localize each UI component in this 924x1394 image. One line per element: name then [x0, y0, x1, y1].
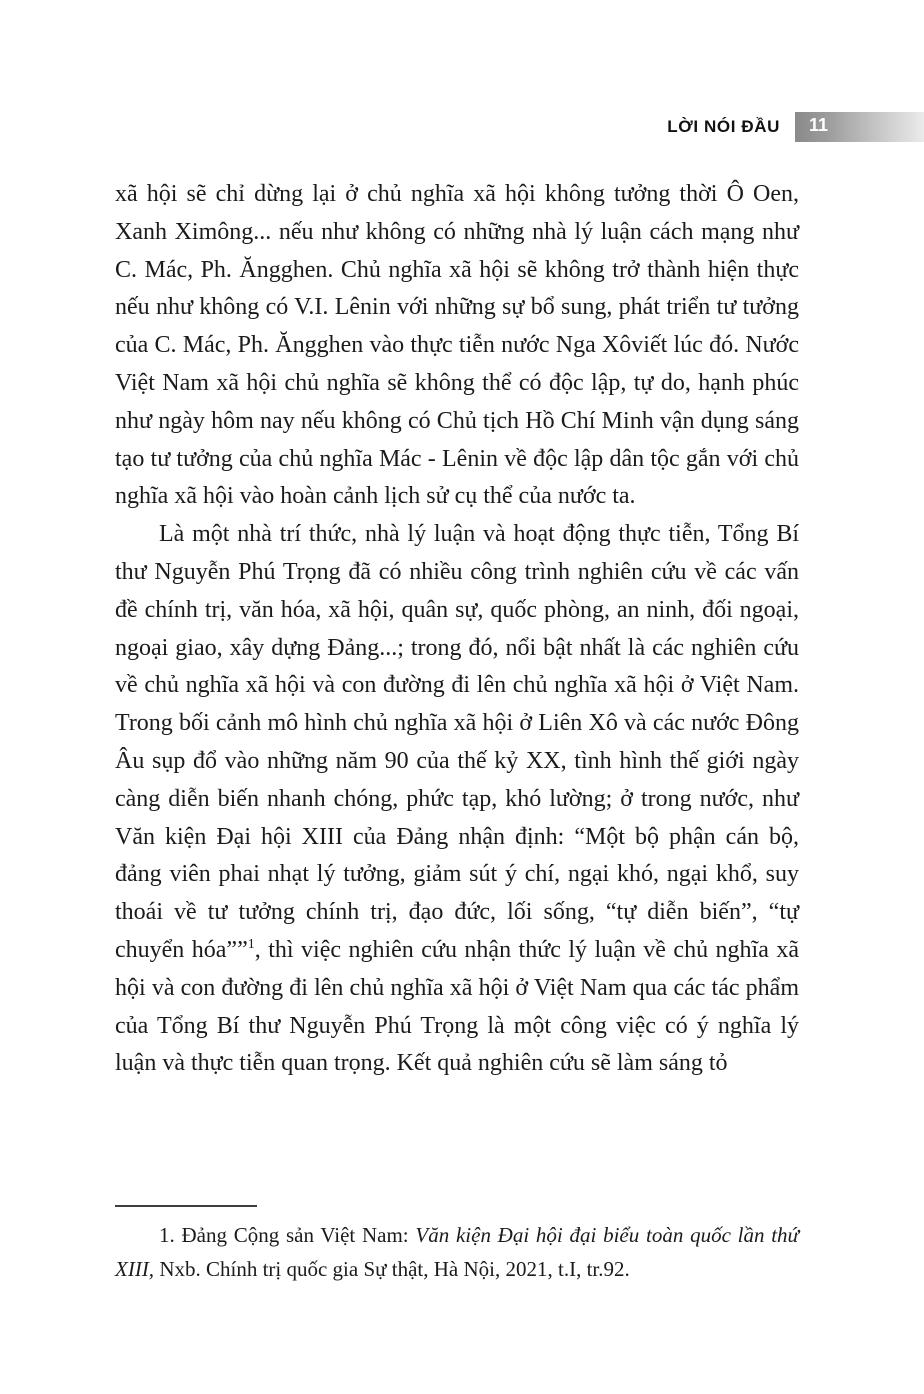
paragraph-2-text-before-ref: Là một nhà trí thức, nhà lý luận và hoạt động thực tiễn, Tổng Bí thư Nguyễn Phú Trọng đã có nhiều công trình nghiên cứu về các vấn đề chính trị, văn hóa, xã hội, quân sự, quốc phòng, an ninh, đối ngoại, ngoại giao, xây dựng Đảng...; trong đó, nổi bật nhất là các nghiên cứu về chủ nghĩa xã hội và con đường đi lên chủ nghĩa xã hội ở Việt Nam. Trong bối cảnh mô hình chủ nghĩa xã hội ở Liên Xô và các nước Đông Âu sụp đổ vào những năm 90 của thế kỷ XX, tình hình thế giới ngày càng diễn biến nhanh chóng, phức tạp, khó lường; ở trong nước, như Văn kiện Đại hội XIII của Đảng nhận định: “Một bộ phận cán bộ, đảng viên phai nhạt lý tưởng, giảm sút ý chí, ngại khó, ngại khổ, suy thoái về tư tưởng chính trị, đạo đức, lối sống, “tự diễn biến”, “tự chuyển hóa”” — [115, 521, 799, 963]
page-number-bar — [795, 112, 924, 142]
footnote-1-text-end: Nxb. Chính trị quốc gia Sự thật, Hà Nội, 2021, t.I, tr.92. — [154, 1257, 630, 1281]
footnote — [115, 1218, 799, 1286]
page-number: 11 — [809, 115, 829, 135]
running-header — [0, 112, 924, 142]
footnote-1 — [115, 1218, 799, 1286]
footnote-separator — [115, 1205, 257, 1207]
body-text — [115, 176, 799, 1083]
footnote-1-text-start: 1. Đảng Cộng sản Việt Nam: — [159, 1223, 416, 1247]
footnote-1-cited-work-title: Văn kiện Đại hội đại biểu toàn quốc lần thứ XIII, — [115, 1223, 800, 1281]
paragraph-2-text-after-ref: , thì việc nghiên cứu nhận thức lý luận về chủ nghĩa xã hội và con đường đi lên chủ nghĩa xã hội ở Việt Nam qua các tác phẩm của Tổng Bí thư Nguyễn Phú Trọng là một công việc có ý nghĩa lý luận và thực tiễn quan trọng. Kết quả nghiên cứu sẽ làm sáng tỏ — [115, 936, 799, 1077]
paragraph-2 — [115, 516, 799, 1083]
chapter-title: LỜI NÓI ĐẦU — [667, 117, 780, 136]
paragraph-1: xã hội sẽ chỉ dừng lại ở chủ nghĩa xã hội không tưởng thời Ô Oen, Xanh Ximông... nếu như không có những nhà lý luận cách mạng như C. Mác, Ph. Ăngghen. Chủ nghĩa xã hội sẽ không trở thành hiện thực nếu như không có V.I. Lênin với những sự bổ sung, phát triển tư tưởng của C. Mác, Ph. Ăngghen vào thực tiễn nước Nga Xôviết lúc đó. Nước Việt Nam xã hội chủ nghĩa sẽ không thể có độc lập, tự do, hạnh phúc như ngày hôm nay nếu không có Chủ tịch Hồ Chí Minh vận dụng sáng tạo tư tưởng của chủ nghĩa Mác - Lênin về độc lập dân tộc gắn với chủ nghĩa xã hội vào hoàn cảnh lịch sử cụ thể của nước ta. — [115, 181, 799, 510]
footnote-reference: 1 — [247, 936, 255, 952]
